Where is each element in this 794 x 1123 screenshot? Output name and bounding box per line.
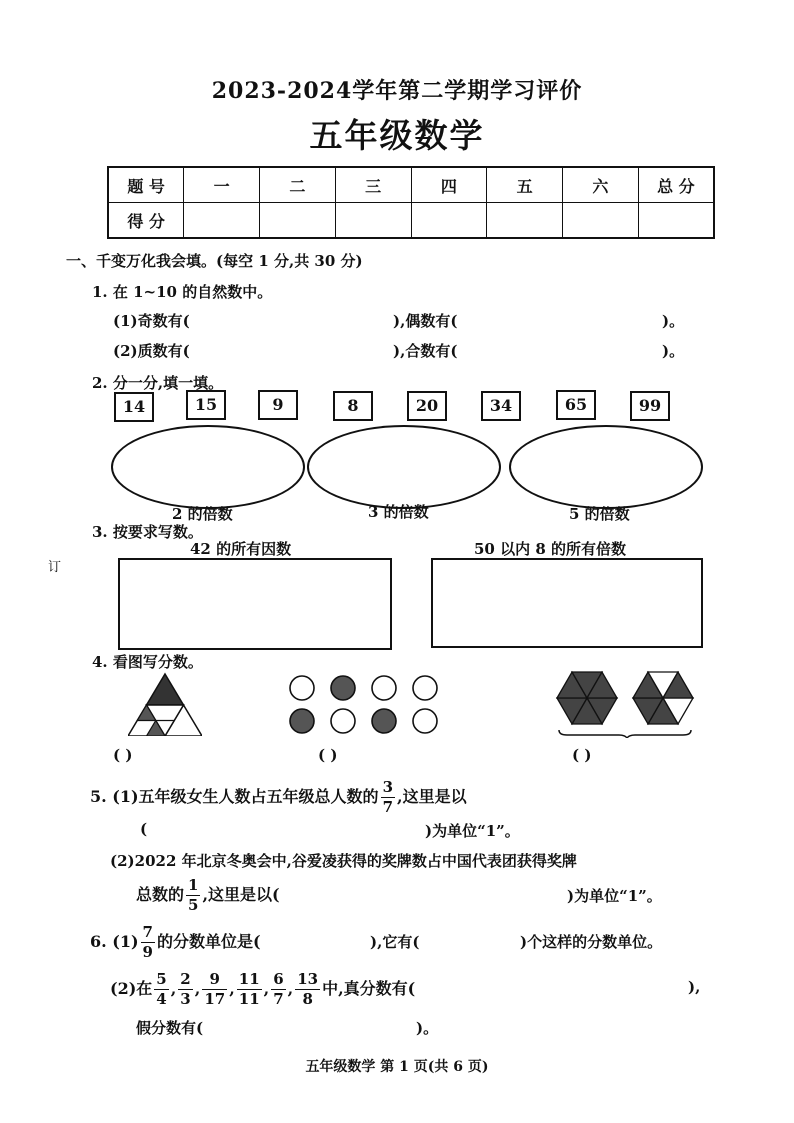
score-table-cell: 五 <box>487 167 563 203</box>
numerator: 7 <box>142 923 153 941</box>
question-2-stem: 2. 分一分,填一填。 <box>92 374 224 392</box>
q1-part1-b: ),偶数有( <box>393 312 458 330</box>
q6-text: )个这样的分数单位。 <box>520 933 663 951</box>
fraction <box>237 972 262 1007</box>
q1-part1-c: )。 <box>662 312 685 330</box>
denominator: 4 <box>156 990 167 1008</box>
binding-margin-mark: 订 <box>48 560 62 575</box>
score-table-cell: 四 <box>411 167 487 203</box>
fraction <box>295 972 320 1007</box>
q1-part2-c: )。 <box>662 342 685 360</box>
score-input-cell[interactable] <box>487 203 563 239</box>
score-input-cell[interactable] <box>335 203 411 239</box>
number-card[interactable]: 20 <box>407 391 447 421</box>
score-table-cell: 三 <box>335 167 411 203</box>
q5-text: ,这里是以 <box>397 787 467 806</box>
group-label: 5 的倍数 <box>569 505 630 523</box>
q5-blank-close: )为单位“1”。 <box>425 822 520 840</box>
numerator: 9 <box>202 972 227 990</box>
fraction-circle <box>290 709 314 733</box>
q5-text: 5. (1)五年级女生人数占五年级总人数的 <box>90 787 379 806</box>
q6-text: 的分数单位是( <box>156 932 261 951</box>
question-5-part2: (2)2022 年北京冬奥会中,谷爱凌获得的奖牌数占中国代表团获得奖牌 <box>110 852 577 870</box>
score-table-cell: 得 分 <box>108 203 184 239</box>
fraction-circle <box>372 709 396 733</box>
fraction-circle <box>413 676 437 700</box>
number-card[interactable]: 34 <box>481 391 521 421</box>
numerator: 13 <box>297 970 319 988</box>
numerator: 5 <box>156 970 167 988</box>
denominator: 3 <box>180 990 191 1008</box>
q1-part2-a: (2)质数有( <box>113 342 190 360</box>
circles-figure <box>288 674 440 736</box>
numerator: 11 <box>238 970 260 988</box>
denominator: 17 <box>204 990 226 1008</box>
group-ellipse-multiples-of-3[interactable] <box>307 425 501 509</box>
fraction <box>178 972 192 1007</box>
q6-text: (2)在 <box>110 979 153 998</box>
numerator: 3 <box>382 778 393 796</box>
q5-text: ,这里是以( <box>202 885 280 904</box>
question-5-part2-line2 <box>136 878 280 913</box>
denominator: 11 <box>238 990 260 1008</box>
q5-blank-close: )为单位“1”。 <box>567 887 662 905</box>
number-card[interactable]: 14 <box>114 392 154 422</box>
page-footer: 五年级数学 第 1 页(共 6 页) <box>305 1059 489 1075</box>
group-label: 2 的倍数 <box>172 505 233 523</box>
score-table-cell: 二 <box>260 167 336 203</box>
question-6-part2: (2)在 $\frac{5}{4}$ , $\frac{2}{3}$ , $\frac{9}{17}$ , $\frac{11}{11}$ , $\frac{6}{7}$ , $\frac{13}{8}$ 中,真分数有( <box>110 970 416 1008</box>
q6-text: 假分数有( <box>136 1019 204 1037</box>
q6-text: )。 <box>416 1019 439 1037</box>
question-4-stem: 4. 看图写分数。 <box>92 653 203 671</box>
score-input-cell[interactable] <box>563 203 639 239</box>
score-input-cell[interactable] <box>411 203 487 239</box>
fraction-circle <box>372 676 396 700</box>
question-6-part1 <box>90 925 261 960</box>
score-table <box>107 166 715 239</box>
numerator: 6 <box>273 970 284 988</box>
fraction <box>381 780 395 815</box>
answer-blank[interactable]: ( ) <box>318 746 338 764</box>
number-card[interactable]: 65 <box>556 390 596 420</box>
q6-text: 6. (1) <box>90 932 139 951</box>
answer-blank[interactable]: ( ) <box>113 746 133 764</box>
exam-year-title: 2023-2024学年第二学期学习评价 <box>211 78 583 104</box>
denominator: 7 <box>273 990 284 1008</box>
fraction-circle <box>413 709 437 733</box>
number-card[interactable]: 99 <box>630 391 670 421</box>
denominator: 9 <box>142 943 153 961</box>
score-table-header-row <box>108 167 714 203</box>
fraction-circle <box>331 709 355 733</box>
fraction-circle <box>331 676 355 700</box>
answer-blank[interactable]: ( ) <box>572 746 592 764</box>
denominator: 5 <box>188 896 199 914</box>
score-input-cell[interactable] <box>638 203 714 239</box>
question-1-stem: 1. 在 1~10 的自然数中。 <box>92 283 273 301</box>
fraction <box>202 972 227 1007</box>
group-ellipse-multiples-of-2[interactable] <box>111 425 305 509</box>
q6-text: ), <box>688 978 701 996</box>
score-input-cell[interactable] <box>184 203 260 239</box>
group-ellipse-multiples-of-5[interactable] <box>509 425 703 509</box>
answer-box-factors-42[interactable] <box>118 558 392 650</box>
fraction-circle <box>290 676 314 700</box>
q6-text: ),它有( <box>370 933 420 951</box>
score-table-cell: 一 <box>184 167 260 203</box>
box-label: 50 以内 8 的所有倍数 <box>474 540 626 558</box>
question-5-part1 <box>90 780 467 815</box>
number-card[interactable]: 15 <box>186 390 226 420</box>
triangle-figure <box>128 672 202 736</box>
group-label: 3 的倍数 <box>368 503 429 521</box>
numerator: 1 <box>188 876 199 894</box>
number-card[interactable]: 8 <box>333 391 373 421</box>
score-input-cell[interactable] <box>260 203 336 239</box>
fraction <box>154 972 168 1007</box>
answer-box-multiples-8[interactable] <box>431 558 703 648</box>
fraction <box>271 972 285 1007</box>
fraction <box>141 925 155 960</box>
q1-part2-b: ),合数有( <box>393 342 458 360</box>
score-table-cell: 六 <box>563 167 639 203</box>
q5-text: 总数的 <box>136 885 185 904</box>
q5-blank-open: ( <box>140 820 148 838</box>
number-card[interactable]: 9 <box>258 390 298 420</box>
q6-text: 中,真分数有( <box>322 979 416 998</box>
score-table-cell: 题 号 <box>108 167 184 203</box>
score-table-score-row <box>108 203 714 239</box>
numerator: 2 <box>180 970 191 988</box>
q1-part1-a: (1)奇数有( <box>113 312 190 330</box>
exam-title: 五年级数学 <box>309 116 485 155</box>
fraction <box>186 878 200 913</box>
section-heading: 一、千变万化我会填。(每空 1 分,共 30 分) <box>66 252 363 270</box>
box-label: 42 的所有因数 <box>190 540 292 558</box>
question-3-stem: 3. 按要求写数。 <box>92 523 203 541</box>
score-table-cell: 总 分 <box>638 167 714 203</box>
denominator: 7 <box>382 798 393 816</box>
denominator: 8 <box>302 990 313 1008</box>
hexagons-figure <box>555 668 695 738</box>
